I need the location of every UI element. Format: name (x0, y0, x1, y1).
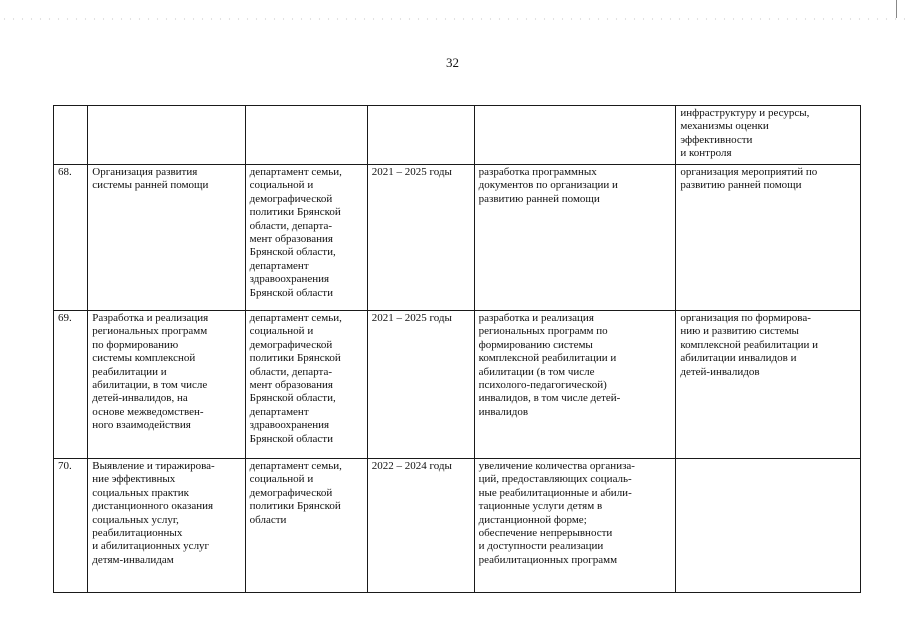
cell-measure-name: Организация развития системы ранней помощи (88, 165, 245, 311)
cell-indicator: организация мероприятий по развитию ранней помощи (676, 165, 861, 311)
cell-executors: департамент семьи, социальной и демографической политики Брянской области, департа- мент образования Брянской области, департамент здравоохранения Брянской области (245, 165, 367, 311)
cell-executors: департамент семьи, социальной и демографической политики Брянской области, департа- мент образования Брянской области, департамент здравоохранения Брянской области (245, 311, 367, 459)
cell-indicator: организация по формирова- нию и развитию системы комплексной реабилитации и абилитации инвалидов и детей-инвалидов (676, 311, 861, 459)
cell-term (367, 106, 474, 165)
cell-executors (245, 106, 367, 165)
page-number: 32 (446, 55, 459, 70)
cell-measure-name: Разработка и реализация региональных программ по формированию системы комплексной реабилитации и абилитации, в том числе детей-инвалидов, на основе межведомствен- ного взаимодействия (88, 311, 245, 459)
cell-number: 70. (54, 459, 88, 593)
cell-result: разработка и реализация региональных программ по формированию системы комплексной реабилитации и абилитации (в том числе психолого-педагогической) инвалидов, в том числе детей- инвалидов (474, 311, 676, 459)
cell-indicator: инфраструктуру и ресурсы, механизмы оценки эффективности и контроля (676, 106, 861, 165)
cell-result: разработка программных документов по организации и развитию ранней помощи (474, 165, 676, 311)
table-row-69 (54, 311, 861, 459)
table-row-68 (54, 165, 861, 311)
table-row-70 (54, 459, 861, 593)
cell-term: 2021 – 2025 годы (367, 165, 474, 311)
scan-edge-mark (896, 0, 897, 18)
cell-result (474, 106, 676, 165)
measures-table (53, 105, 861, 593)
cell-number: 69. (54, 311, 88, 459)
cell-measure-name (88, 106, 245, 165)
cell-indicator (676, 459, 861, 593)
cell-term: 2021 – 2025 годы (367, 311, 474, 459)
cell-executors: департамент семьи, социальной и демографической политики Брянской области (245, 459, 367, 593)
cell-number: 68. (54, 165, 88, 311)
table-row-continuation (54, 106, 861, 165)
cell-term: 2022 – 2024 годы (367, 459, 474, 593)
scan-noise-edge (0, 14, 905, 24)
cell-result: увеличение количества организа- ций, предоставляющих социаль- ные реабилитационные и абили- тационные услуги детям в дистанционной форме; обеспечение непрерывности и доступности реализации реабилитационных программ (474, 459, 676, 593)
cell-measure-name: Выявление и тиражирова- ние эффективных социальных практик дистанционного оказания социальных услуг, реабилитационных и абилитационных услуг детям-инвалидам (88, 459, 245, 593)
cell-number (54, 106, 88, 165)
